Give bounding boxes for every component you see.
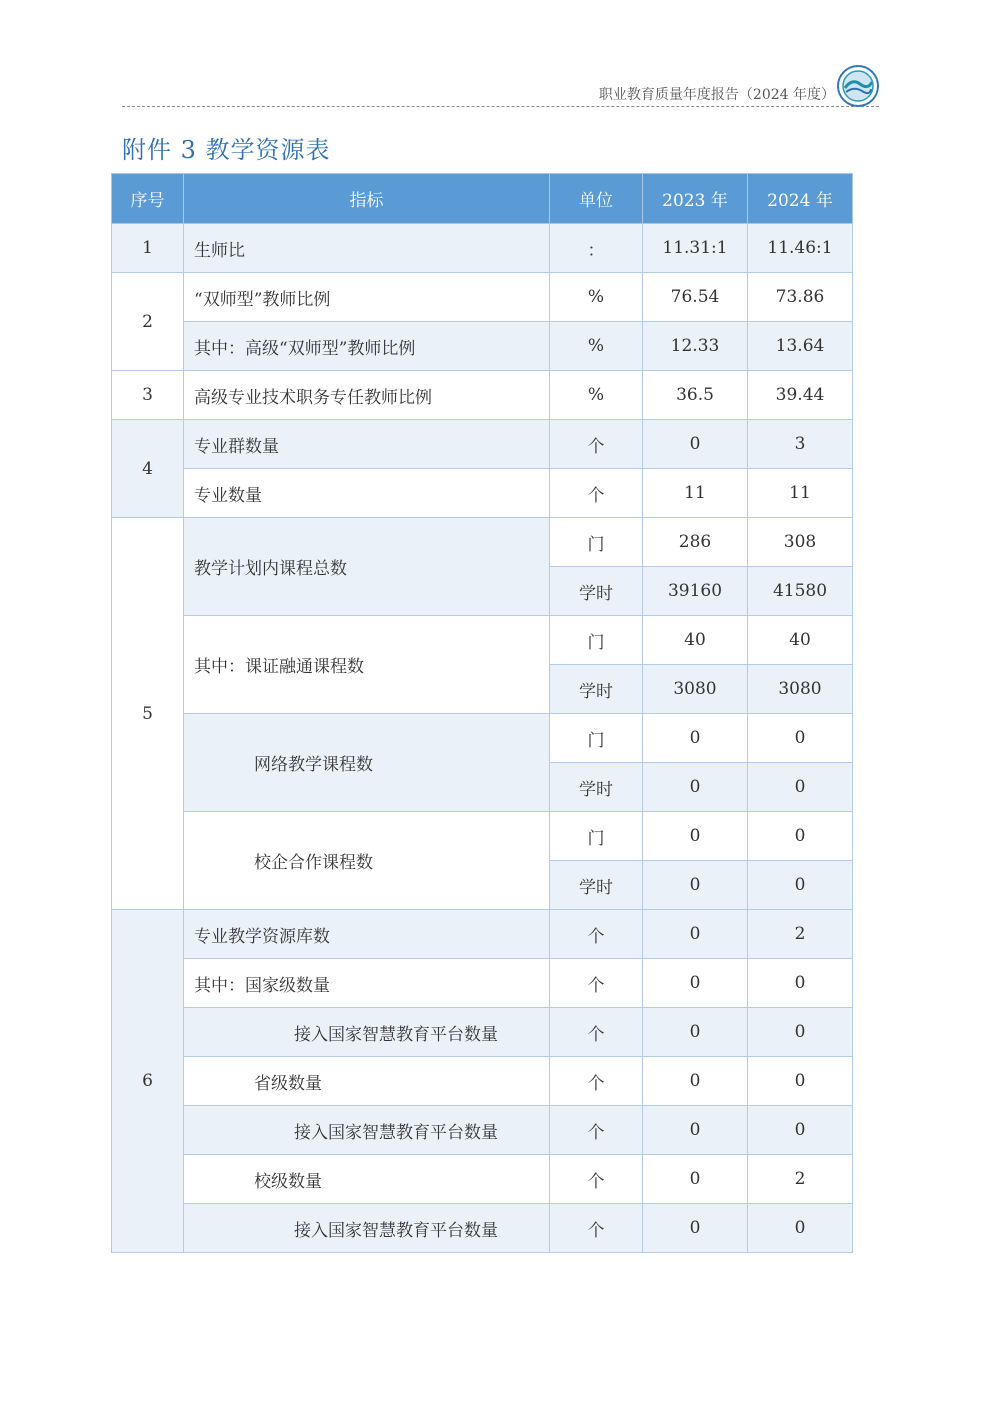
table-row: [112, 959, 853, 1008]
value-2023: 3080: [643, 665, 748, 714]
value-2023: 286: [643, 518, 748, 567]
row-number: 2: [112, 273, 184, 371]
col-header-2024: 2024 年: [748, 174, 853, 224]
indicator-cell: “双师型”教师比例: [184, 273, 550, 322]
value-2023: 12.33: [643, 322, 748, 371]
unit-cell: 门: [550, 812, 643, 861]
unit-cell: 个: [550, 1057, 643, 1106]
unit-cell: %: [550, 273, 643, 322]
value-2024: 0: [748, 1106, 853, 1155]
row-number: 6: [112, 910, 184, 1253]
unit-cell: 学时: [550, 763, 643, 812]
unit-cell: 个: [550, 469, 643, 518]
value-2024: 0: [748, 714, 853, 763]
table-row: [112, 420, 853, 469]
value-2023: 40: [643, 616, 748, 665]
indicator-cell: 专业数量: [184, 469, 550, 518]
table-row: [112, 812, 853, 861]
unit-cell: %: [550, 322, 643, 371]
col-header-unit: 单位: [550, 174, 643, 224]
unit-cell: 个: [550, 420, 643, 469]
value-2024: 13.64: [748, 322, 853, 371]
value-2024: 2: [748, 1155, 853, 1204]
value-2024: 0: [748, 861, 853, 910]
header-divider: [122, 106, 879, 107]
value-2024: 0: [748, 1057, 853, 1106]
value-2023: 0: [643, 1204, 748, 1253]
report-header: 职业教育质量年度报告（2024 年度）: [598, 87, 835, 103]
unit-cell: 个: [550, 1204, 643, 1253]
indicator-cell: 校企合作课程数: [184, 812, 550, 910]
value-2024: 0: [748, 959, 853, 1008]
table-row: [112, 1057, 853, 1106]
unit-cell: 个: [550, 910, 643, 959]
table-row: [112, 1106, 853, 1155]
value-2023: 0: [643, 420, 748, 469]
row-number: 1: [112, 224, 184, 273]
value-2023: 0: [643, 1008, 748, 1057]
indicator-cell: 网络教学课程数: [184, 714, 550, 812]
table-row: [112, 322, 853, 371]
value-2024: 3: [748, 420, 853, 469]
unit-cell: 学时: [550, 567, 643, 616]
table-row: [112, 224, 853, 273]
row-number: 4: [112, 420, 184, 518]
table-row: [112, 1204, 853, 1253]
value-2023: 0: [643, 861, 748, 910]
unit-cell: 个: [550, 1008, 643, 1057]
value-2023: 11: [643, 469, 748, 518]
table-header-row: [112, 174, 853, 224]
indicator-cell: 省级数量: [184, 1057, 550, 1106]
value-2024: 0: [748, 812, 853, 861]
unit-cell: 个: [550, 1106, 643, 1155]
indicator-cell: 教学计划内课程总数: [184, 518, 550, 616]
table-row: [112, 714, 853, 763]
indicator-cell: 其中：国家级数量: [184, 959, 550, 1008]
table-row: [112, 616, 853, 665]
table-row: [112, 518, 853, 567]
value-2024: 0: [748, 763, 853, 812]
unit-cell: 门: [550, 518, 643, 567]
indicator-cell: 校级数量: [184, 1155, 550, 1204]
unit-cell: 个: [550, 959, 643, 1008]
indicator-cell: 生师比: [184, 224, 550, 273]
school-emblem-icon: [836, 64, 880, 108]
col-header-no: 序号: [112, 174, 184, 224]
value-2023: 11.31:1: [643, 224, 748, 273]
value-2024: 41580: [748, 567, 853, 616]
value-2024: 39.44: [748, 371, 853, 420]
unit-cell: 学时: [550, 861, 643, 910]
teaching-resources-table: [111, 173, 853, 1253]
table-row: [112, 273, 853, 322]
value-2023: 36.5: [643, 371, 748, 420]
value-2024: 3080: [748, 665, 853, 714]
col-header-indicator: 指标: [184, 174, 550, 224]
unit-cell: %: [550, 371, 643, 420]
unit-cell: ：: [550, 224, 643, 273]
value-2024: 11.46:1: [748, 224, 853, 273]
col-header-2023: 2023 年: [643, 174, 748, 224]
value-2023: 0: [643, 910, 748, 959]
indicator-cell: 高级专业技术职务专任教师比例: [184, 371, 550, 420]
value-2023: 39160: [643, 567, 748, 616]
indicator-cell: 专业教学资源库数: [184, 910, 550, 959]
value-2024: 2: [748, 910, 853, 959]
value-2023: 0: [643, 1155, 748, 1204]
value-2023: 0: [643, 763, 748, 812]
value-2024: 308: [748, 518, 853, 567]
table-row: [112, 371, 853, 420]
value-2023: 76.54: [643, 273, 748, 322]
indicator-cell: 接入国家智慧教育平台数量: [184, 1106, 550, 1155]
indicator-cell: 接入国家智慧教育平台数量: [184, 1008, 550, 1057]
value-2023: 0: [643, 1057, 748, 1106]
value-2024: 0: [748, 1008, 853, 1057]
row-number: 3: [112, 371, 184, 420]
value-2023: 0: [643, 812, 748, 861]
value-2024: 0: [748, 1204, 853, 1253]
indicator-cell: 接入国家智慧教育平台数量: [184, 1204, 550, 1253]
indicator-cell: 专业群数量: [184, 420, 550, 469]
row-number: 5: [112, 518, 184, 910]
indicator-cell: 其中：高级“双师型”教师比例: [184, 322, 550, 371]
value-2023: 0: [643, 1106, 748, 1155]
value-2023: 0: [643, 714, 748, 763]
unit-cell: 门: [550, 616, 643, 665]
value-2024: 73.86: [748, 273, 853, 322]
table-row: [112, 1155, 853, 1204]
page-title: 附件 3 教学资源表: [122, 136, 331, 164]
value-2024: 11: [748, 469, 853, 518]
unit-cell: 门: [550, 714, 643, 763]
table-row: [112, 469, 853, 518]
value-2023: 0: [643, 959, 748, 1008]
value-2024: 40: [748, 616, 853, 665]
table-row: [112, 1008, 853, 1057]
table-row: [112, 910, 853, 959]
unit-cell: 学时: [550, 665, 643, 714]
indicator-cell: 其中：课证融通课程数: [184, 616, 550, 714]
unit-cell: 个: [550, 1155, 643, 1204]
